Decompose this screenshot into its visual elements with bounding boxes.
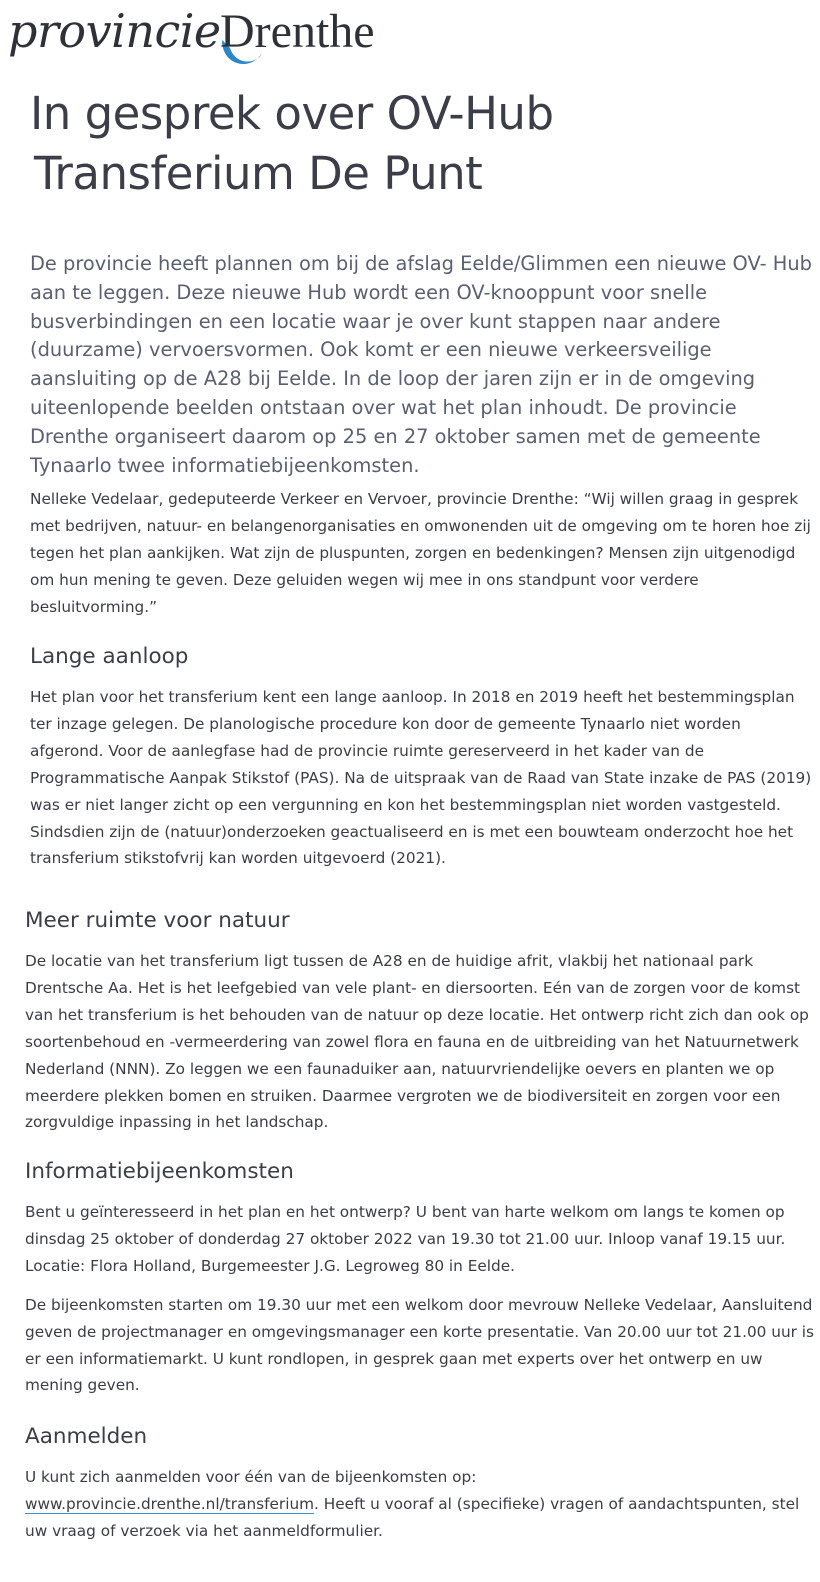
section-lange-aanloop [30,642,815,872]
quote-paragraph: Nelleke Vedelaar, gedeputeerde Verkeer en Vervoer, provincie Drenthe: “Wij willen graag in gesprek met bedrijven, natuur- en belangenorganisaties en omwonenden uit de omgeving om te horen hoe zij tegen het plan aankijken. Wat zijn de pluspunten, zorgen en bedenkingen? Mensen zijn uitgenodigd om hun mening te geven. Deze geluiden wegen wij mee in ons standpunt voor verdere besluitvorming.” [30,490,811,616]
section-meer-ruimte-voor-natuur [25,906,815,1136]
section-heading-aanmelden: Aanmelden [25,1424,148,1449]
section-text-natuur: De locatie van het transferium ligt tussen de A28 en de huidige afrit, vlakbij het nationaal park Drentsche Aa. Het is het leefgebied van vele plant- en diersoorten. Eén van de zorgen voor de komst van het transferium is het behouden van de natuur op deze locatie. Het ontwerp richt zich dan ook op soortenbehoud en -vermeerdering van zowel flora en fauna en de uitbreiding van het Natuurnetwerk Nederland (NNN). Zo leggen we een faunaduiker aan, natuurvriendelijke oevers en planten we op meerdere plekken bomen en struiken. Daarmee vergroten we de biodiversiteit en zorgen voor een zorgvuldige inpassing in het landschap. [25,952,809,1132]
page-title [30,84,790,204]
section-aanmelden [25,1422,815,1545]
section-text-informatie-2: De bijeenkomsten starten om 19.30 uur met een welkom door mevrouw Nelleke Vedelaar, Aansluitend geven de projectmanager en omgevingsmanager een korte presentatie. Van 20.00 uur tot 21.00 uur is er een informatiemarkt. U kunt rondlopen, in gesprek gaan met experts over het ontwerp en uw mening geven. [25,1295,815,1395]
section-heading-informatiebijeenkomsten: Informatiebijeenkomsten [25,1159,294,1184]
page-title-line-2: Transferium De Punt [34,147,483,200]
aanmelden-intro: U kunt zich aanmelden voor één van de bijeenkomsten op: [25,1468,477,1486]
section-text-aanmelden [25,1464,815,1545]
section-text-informatie-1: Bent u geïnteresseerd in het plan en het ontwerp? U bent van harte welkom om langs te komen op dinsdag 25 oktober of donderdag 27 oktober 2022 van 19.30 tot 21.00 uur. Inloop vanaf 19.15 uur. Locatie: Flora Holland, Burgemeester J.G. Legroweg 80 in Eelde. [25,1203,796,1275]
section-informatiebijeenkomsten [25,1157,815,1399]
section-heading-lange-aanloop: Lange aanloop [30,644,189,669]
section-text-lange-aanloop: Het plan voor het transferium kent een lange aanloop. In 2018 en 2019 heeft het bestemmingsplan ter inzage gelegen. De planologische procedure kon door de gemeente Tynaarlo niet worden afgerond. Voor de aanlegfase had de provincie ruimte gereserveerd in het kader van de Programmatische Aanpak Stikstof (PAS). Na de uitspraak van de Raad van State inzake de PAS (2019) was er niet langer zicht op een vergunning en kon het bestemmingsplan niet worden vastgesteld. Sindsdien zijn de (natuur)onderzoeken geactualiseerd en is met een bouwteam onderzocht hoe het transferium stikstofvrij kan worden uitgevoerd (2021). [30,688,812,868]
logo-text-provincie: provincie [8,4,221,58]
quote-block [30,486,815,621]
aanmelden-outro: . Heeft u vooraf al (specifieke) vragen of aandachtspunten, stel uw vraag of verzoek via het aanmeldformulier. [25,1494,800,1540]
logo-text-drenthe: Drenthe [220,5,375,58]
page-title-line-1: In gesprek over OV-Hub [30,87,554,140]
provincie-drenthe-logo [8,4,428,68]
section-heading-natuur: Meer ruimte voor natuur [25,908,290,933]
lead-paragraph: De provincie heeft plannen om bij de afslag Eelde/Glimmen een nieuwe OV- Hub aan te leggen. Deze nieuwe Hub wordt een OV-knooppunt voor snelle busverbindingen en een locatie waar je over kunt stappen naar andere (duurzame) vervoersvormen. Ook komt er een nieuwe verkeersveilige aansluiting op de A28 bij Eelde. In de loop der jaren zijn er in de omgeving uiteenlopende beelden ontstaan over wat het plan inhoudt. De provincie Drenthe organiseert daarom op 25 en 27 oktober samen met de gemeente Tynaarlo twee informatiebijeenkomsten. [30,252,812,477]
transferium-link[interactable]: www.provincie.drenthe.nl/transferium [25,1494,315,1513]
